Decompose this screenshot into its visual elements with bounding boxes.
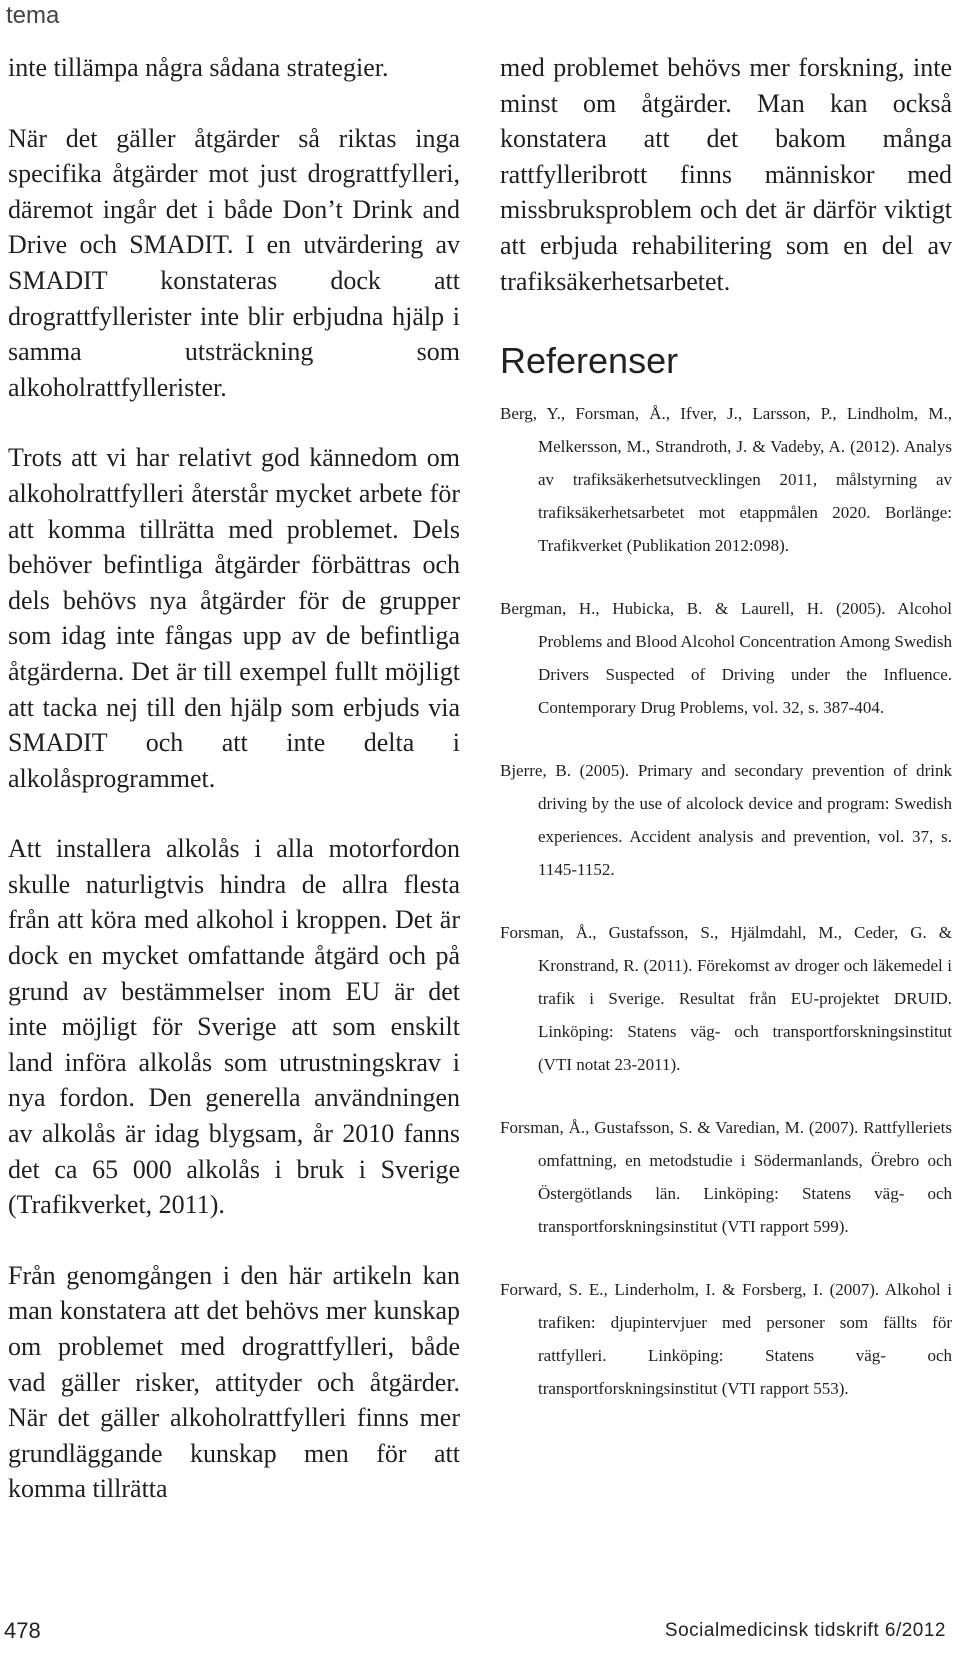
reference-item: Berg, Y., Forsman, Å., Ifver, J., Larsson, P., Lindholm, M., Melkersson, M., Strandroth, J. & Vadeby, A. (2012). Analys av trafiksäkerhetsutvecklingen 2011, målstyrning av trafiksäkerhetsarbetet mot etappmålen 2020. Borlänge: Trafikverket (Publikation 2012:098). xyxy=(500,404,952,556)
body-paragraph: Att installera alkolås i alla motorfordon skulle naturligtvis hindra de allra flesta från att köra med alkohol i kroppen. Det är dock en mycket omfattande åtgärd och på grund av bestämmelser inom EU är det inte möjligt för Sverige att som enskilt land införa alkolås som utrustningskrav i nya fordon. Den generella användningen av alkolås är idag blygsam, år 2010 fanns det ca 65 000 alkolås i bruk i Sverige (Trafikverket, 2011). xyxy=(8,834,460,1220)
left-column xyxy=(8,50,460,1507)
reference-item: Bjerre, B. (2005). Primary and secondary prevention of drink driving by the use of alcolock device and program: Swedish experiences. Accident analysis and prevention, vol. 37, s. 1145-1152. xyxy=(500,761,952,880)
references-heading: Referenser xyxy=(500,340,679,382)
right-column xyxy=(500,50,952,1435)
body-paragraph: med problemet behövs mer forskning, inte minst om åtgärder. Man kan också konstatera att det bakom många rattfylleribrott finns människor med missbruksproblem och det är därför viktigt att erbjuda rehabilitering som en del av trafiksäkerhetsarbetet. xyxy=(500,53,952,296)
page-number: 478 xyxy=(4,1618,41,1643)
reference-item: Forsman, Å., Gustafsson, S., Hjälmdahl, M., Ceder, G. & Kronstrand, R. (2011). Förekomst av droger och läkemedel i trafik i Sverige. Resultat från EU-projektet DRUID. Linköping: Statens väg- och transportforskningsinstitut (VTI notat 23-2011). xyxy=(500,923,952,1075)
body-paragraph: Trots att vi har relativt god kännedom om alkoholrattfylleri återstår mycket arbete för att komma tillrätta med problemet. Dels behöver befintliga åtgärder förbättras och dels behövs nya åtgärder för de grupper som idag inte fångas upp av de befintliga åtgärderna. Det är till exempel fullt möjligt att tacka nej till den hjälp som erbjuds via SMADIT och att inte delta i alkolåsprogrammet. xyxy=(8,443,460,793)
reference-item: Forward, S. E., Linderholm, I. & Forsberg, I. (2007). Alkohol i trafiken: djupintervjuer med personer som fällts för rattfylleri. Linköping: Statens väg- och transportforskningsinstitut (VTI rapport 553). xyxy=(500,1280,952,1399)
reference-item: Bergman, H., Hubicka, B. & Laurell, H. (2005). Alcohol Problems and Blood Alcohol Concentration Among Swedish Drivers Suspected of Driving under the Influence. Contemporary Drug Problems, vol. 32, s. 387-404. xyxy=(500,599,952,718)
body-paragraph: inte tillämpa några sådana strategier. xyxy=(8,53,389,82)
body-paragraph: När det gäller åtgärder så riktas inga specifika åtgärder mot just drograttfylleri, däremot ingår det i både Don’t Drink and Drive och SMADIT. I en utvärdering av SMADIT konstateras dock att drograttfyllerister inte blir erbjudna hjälp i samma utsträckning som alkoholrattfyllerister. xyxy=(8,123,460,402)
body-paragraph: Från genomgången i den här artikeln kan man konstatera att det behövs mer kunskap om problemet med drograttfylleri, både vad gäller risker, attityder och åtgärder. När det gäller alkoholrattfylleri finns mer grundläggande kunskap men för att komma tillrätta xyxy=(8,1260,460,1504)
section-label: tema xyxy=(6,2,60,29)
journal-name: Socialmedicinsk tidskrift 6/2012 xyxy=(664,1620,946,1641)
reference-item: Forsman, Å., Gustafsson, S. & Varedian, M. (2007). Rattfylleriets omfattning, en metodstudie i Södermanlands, Örebro och Östergötlands län. Linköping: Statens väg- och transportforskningsinstitut (VTI rapport 599). xyxy=(500,1118,952,1237)
